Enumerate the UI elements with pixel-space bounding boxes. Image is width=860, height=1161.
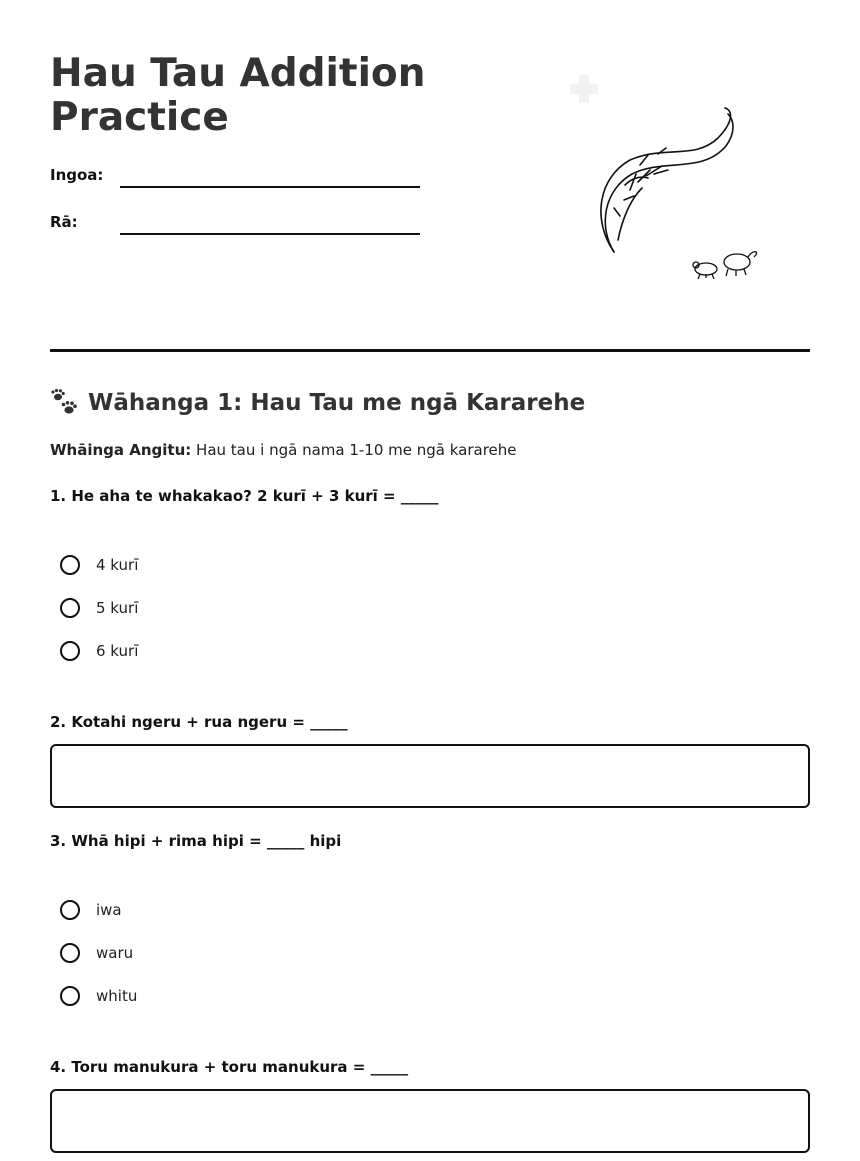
option-label: 5 kurī <box>96 599 139 617</box>
q4-answer-box[interactable] <box>50 1089 810 1153</box>
question-3: 3. Whā hipi + rima hipi = _____ hipi <box>50 832 342 850</box>
radio-button[interactable] <box>60 943 80 963</box>
radio-button[interactable] <box>60 986 80 1006</box>
feather-icon <box>601 108 733 252</box>
q3-option-2[interactable] <box>60 940 133 966</box>
goal-label: Whāinga Angitu: <box>50 441 192 459</box>
option-label: 4 kurī <box>96 556 139 574</box>
q3-option-3[interactable] <box>60 983 137 1009</box>
plus-sign-icon <box>570 75 598 103</box>
q2-answer-box[interactable] <box>50 744 810 808</box>
question-4: 4. Toru manukura + toru manukura = _____ <box>50 1058 409 1076</box>
radio-button[interactable] <box>60 555 80 575</box>
header-divider <box>50 349 810 352</box>
paw-prints-icon <box>50 388 80 418</box>
radio-button[interactable] <box>60 641 80 661</box>
name-label: Ingoa: <box>50 166 104 184</box>
date-label: Rā: <box>50 213 78 231</box>
question-2: 2. Kotahi ngeru + rua ngeru = _____ <box>50 713 348 731</box>
name-field[interactable] <box>120 186 420 188</box>
option-label: 6 kurī <box>96 642 139 660</box>
animals-icon <box>693 252 756 279</box>
page-title: Hau Tau Addition Practice <box>50 51 426 140</box>
section-title <box>50 388 585 418</box>
radio-button[interactable] <box>60 598 80 618</box>
learning-goal <box>50 441 517 459</box>
q1-option-2[interactable] <box>60 595 138 621</box>
date-field[interactable] <box>120 233 420 235</box>
q3-option-1[interactable] <box>60 897 122 923</box>
goal-text: Hau tau i ngā nama 1-10 me ngā kararehe <box>196 441 517 459</box>
q1-option-3[interactable] <box>60 638 138 664</box>
option-label: whitu <box>96 987 138 1005</box>
question-1: 1. He aha te whakakao? 2 kurī + 3 kurī = _____ <box>50 487 439 505</box>
radio-button[interactable] <box>60 900 80 920</box>
option-label: iwa <box>96 901 122 919</box>
header-illustration <box>530 50 800 290</box>
option-label: waru <box>96 944 134 962</box>
section-title-text: Wāhanga 1: Hau Tau me ngā Kararehe <box>88 390 586 416</box>
q1-option-1[interactable] <box>60 552 138 578</box>
